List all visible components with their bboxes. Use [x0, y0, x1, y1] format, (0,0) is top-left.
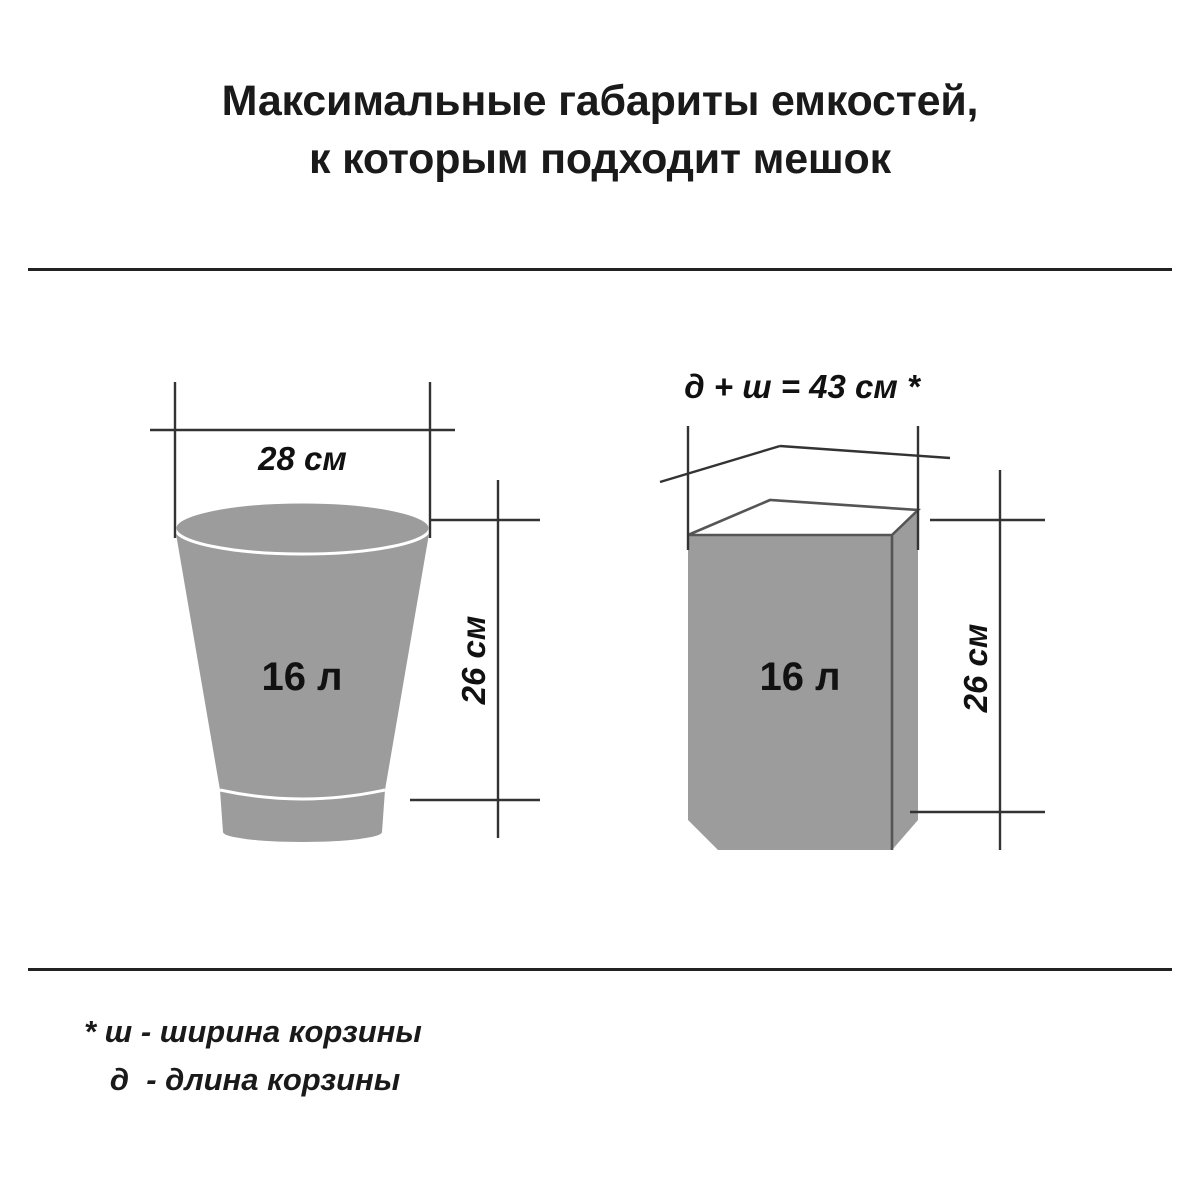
footnote-length: д - длина корзины — [84, 1062, 401, 1098]
divider-top — [28, 268, 1172, 271]
footnotes — [84, 1008, 422, 1104]
round-bin-base-bottom — [223, 822, 382, 842]
top-dimension-line — [660, 446, 780, 482]
figure-rect-bin — [630, 350, 1110, 880]
round-bin-drawing — [120, 360, 580, 880]
divider-bottom — [28, 968, 1172, 971]
footnote-width: * ш - ширина корзины — [84, 1014, 422, 1049]
page-title — [0, 72, 1200, 188]
top-dimension-line-2 — [780, 446, 950, 458]
figure-round-bin — [120, 360, 580, 880]
title-line-1: Максимальные габариты емкостей, — [221, 77, 979, 125]
width-label: 28 см — [258, 440, 347, 477]
rect-bin-side-face — [892, 510, 918, 850]
rect-bin-opening — [688, 500, 918, 535]
volume-label: 16 л — [759, 655, 841, 699]
height-label: 26 см — [957, 623, 994, 713]
volume-label: 16 л — [261, 655, 343, 699]
top-label: д + ш = 43 см * — [684, 368, 920, 405]
title-line-2: к которым подходит мешок — [309, 135, 891, 184]
height-label: 26 см — [455, 615, 492, 705]
rect-bin-drawing — [630, 350, 1110, 880]
